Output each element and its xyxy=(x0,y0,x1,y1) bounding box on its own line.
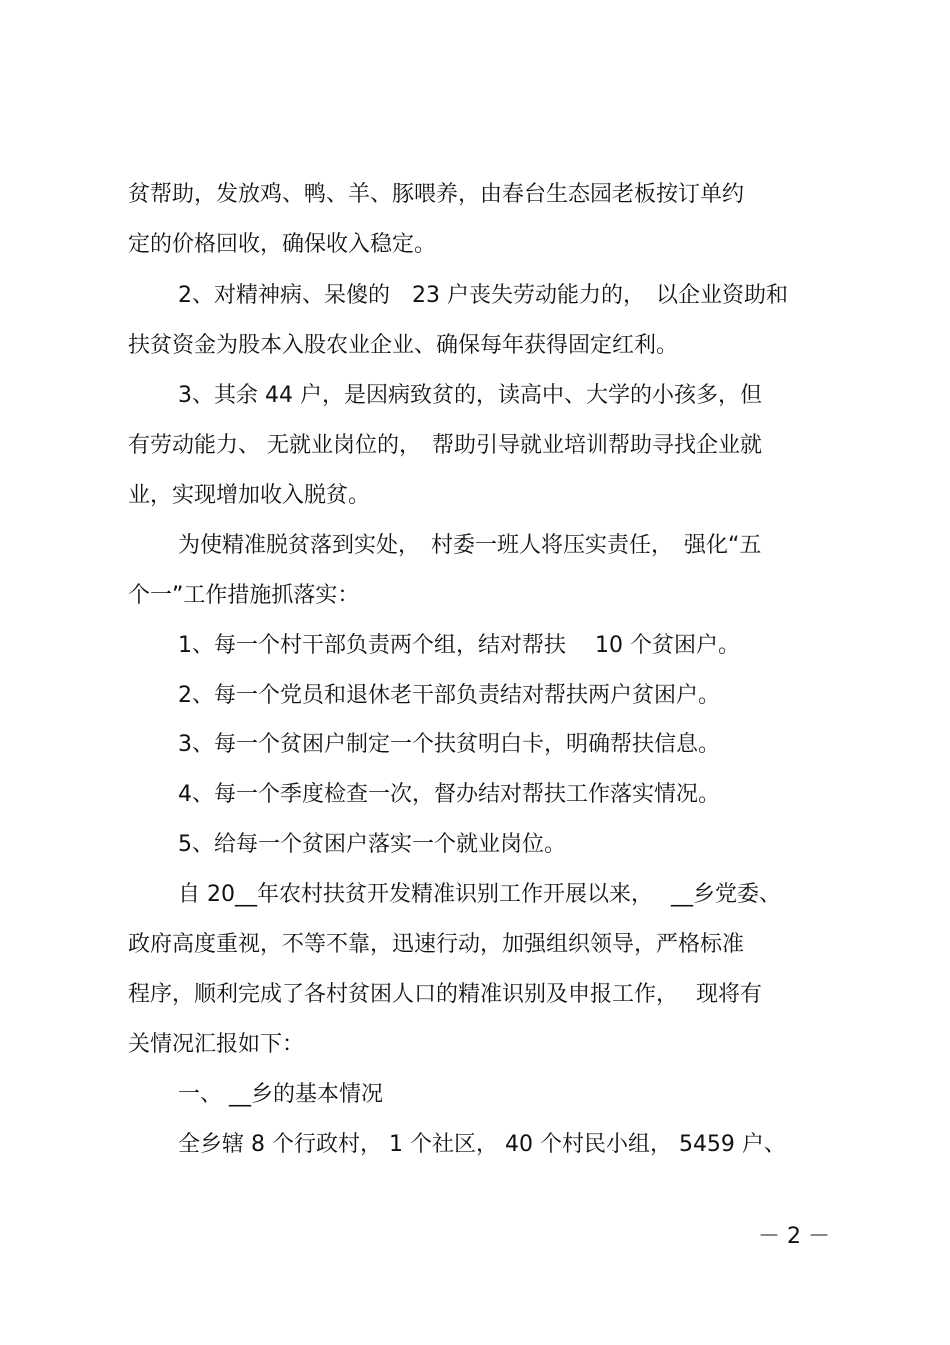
text-line: 2、对精神病、呆傻的 23 户丧失劳动能力的， 以企业资助和 xyxy=(178,283,788,308)
text-line: 3、每一个贫困户制定一个扶贫明白卡，明确帮扶信息。 xyxy=(178,732,720,757)
text-line: 3、其余 44 户，是因病致贫的，读高中、大学的小孩多，但 xyxy=(178,383,762,408)
text-line: 贫帮助，发放鸡、鸭、羊、豚喂养，由春台生态园老板按订单约 xyxy=(128,182,745,207)
text-line: 4、每一个季度检查一次，督办结对帮扶工作落实情况。 xyxy=(178,782,720,807)
text-line: 业，实现增加收入脱贫。 xyxy=(128,483,371,508)
text-line: 1、每一个村干部负责两个组，结对帮扶 10 个贫困户。 xyxy=(178,633,740,658)
section-heading: 一、 __乡的基本情况 xyxy=(178,1082,383,1107)
text-line: 2、每一个党员和退休老干部负责结对帮扶两户贫困户。 xyxy=(178,683,720,708)
text-line: 程序，顺利完成了各村贫困人口的精准识别及申报工作， 现将有 xyxy=(128,982,762,1007)
text-line: 关情况汇报如下： xyxy=(128,1032,305,1057)
text-line: 个一”工作措施抓落实： xyxy=(128,583,360,608)
text-line: 全乡辖 8 个行政村， 1 个社区， 40 个村民小组， 5459 户、 xyxy=(178,1132,786,1157)
text-line: 5、给每一个贫困户落实一个就业岗位。 xyxy=(178,832,566,857)
text-line: 政府高度重视，不等不靠，迅速行动，加强组织领导，严格标准 xyxy=(128,932,745,957)
text-line: 自 20__年农村扶贫开发精准识别工作开展以来， __乡党委、 xyxy=(178,882,781,907)
text-line: 定的价格回收，确保收入稳定。 xyxy=(128,232,437,257)
text-line: 有劳动能力、 无就业岗位的， 帮助引导就业培训帮助寻找企业就 xyxy=(128,433,762,458)
text-line: 为使精准脱贫落到实处， 村委一班人将压实责任， 强化“五 xyxy=(178,533,762,558)
text-line: 扶贫资金为股本入股农业企业、确保每年获得固定红利。 xyxy=(128,333,679,358)
page-number: － 2 － xyxy=(758,1224,830,1249)
